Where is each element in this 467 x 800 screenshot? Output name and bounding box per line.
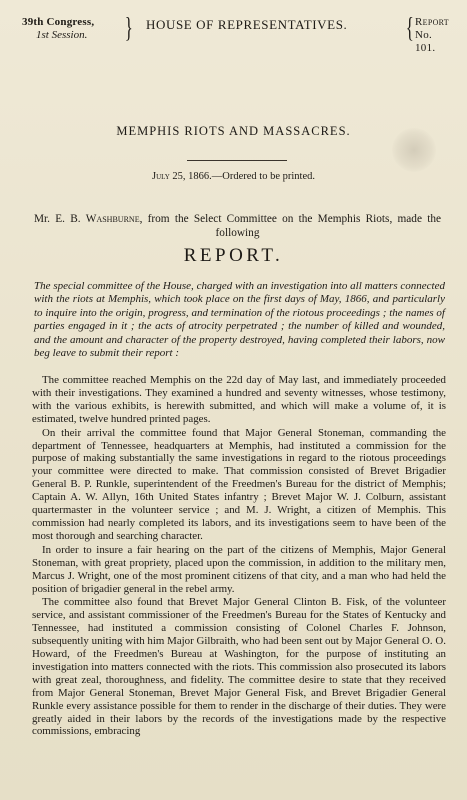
report-label: Report xyxy=(415,16,449,28)
paragraph: On their arrival the committee found that Major General Stoneman, commanding the department of Tennessee, headquarters at Memphis, had instituted a commission for the purpose of making substantially the same investigations in regard to the riotous proceedings your committee were directed to make. That commission consisted of Brevet Brigadier General B. P. Runkle, superintendent of the Freedmen's Bureau for the district of Memphis; Captain A. W. Allyn, 16th United States infantry ; Brevet Major W. J. Colburn, assistant quartermaster in the volunteer service ; and M. J. Wright, a citizen of Memphis. This commission had nearly completed its labors, and its investigations seem to have been of the most thorough and searching character. xyxy=(32,426,446,542)
report-body xyxy=(32,374,446,739)
presenter-line xyxy=(34,212,441,240)
house-heading: HOUSE OF REPRESENTATIVES. xyxy=(146,17,348,32)
session-line: 1st Session. xyxy=(36,29,88,41)
title-rule xyxy=(187,160,287,161)
paragraph: In order to insure a fair hearing on the part of the citizens of Memphis, Major General Stoneman, with great propriety, placed upon the commission, in addition to the military men, Marcus J. Wright, one of the most prominent citizens of that city, and a man who had held the position of brigadier general in the rebel army. xyxy=(32,543,446,595)
right-brace: { xyxy=(405,13,414,44)
committee-charge: The special committee of the House, charged with an investigation into all matters connected with the riots at Memphis, which took place on the first days of May, 1866, and particularly to inquire into the origin, progress, and termination of the riotous proceedings ; the names of parties engaged in it ; the acts of atrocity perpetrated ; the number of killed and wounded, and the amount and character of the property destroyed, having completed their labors, now beg leave to submit their report : xyxy=(34,280,445,360)
presenter-rest: , from the Select Committee on the Memphis Riots, made the following xyxy=(139,213,441,239)
congress-session xyxy=(22,16,94,42)
date-month: July xyxy=(152,171,170,182)
printing-date xyxy=(0,171,467,182)
date-rest: 25, 1866.—Ordered to be printed. xyxy=(169,171,315,182)
paragraph: The committee also found that Brevet Major General Clinton B. Fisk, of the volunteer service, and assistant commissioner of the Freedmen's Bureau for the States of Kentucky and Tennessee, had instituted a commission consisting of Colonel Charles F. Johnson, subsequently uniting with him Major Gilbraith, who had been sent out by Major General O. O. Howard, of the Freedmen's Bureau at Washington, for the purpose of instituting an investigation into matters connected with the riots. This commission also prosecuted its labors with great zeal, thoroughness, and fidelity. The committee desire to state that they received from Major General Stoneman, Brevet Major General Fisk, and Brevet Brigadier General Runkle every assistance possible for them to render in the discharge of their duties. They were greatly aided in their labors by the records of the investigations made by the respective commissions, embracing xyxy=(32,596,446,738)
report-heading: REPORT. xyxy=(183,245,284,266)
report-number xyxy=(415,16,449,55)
report-no: No. 101. xyxy=(415,29,436,54)
document-title: MEMPHIS RIOTS AND MASSACRES. xyxy=(116,124,351,138)
presenter-name: Washburne xyxy=(85,213,140,225)
left-brace: } xyxy=(124,13,133,44)
presenter-prefix: Mr. E. B. xyxy=(34,213,86,225)
page-header xyxy=(18,14,449,56)
congress-line: 39th Congress, xyxy=(22,16,95,28)
paragraph: The committee reached Memphis on the 22d day of May last, and immediately proceeded with their investigations. They examined a hundred and seventy witnesses, whose testimony, with the various exhibits, is herewith submitted, and which will make a volume of, it is estimated, twelve hundred printed pages. xyxy=(32,374,446,425)
